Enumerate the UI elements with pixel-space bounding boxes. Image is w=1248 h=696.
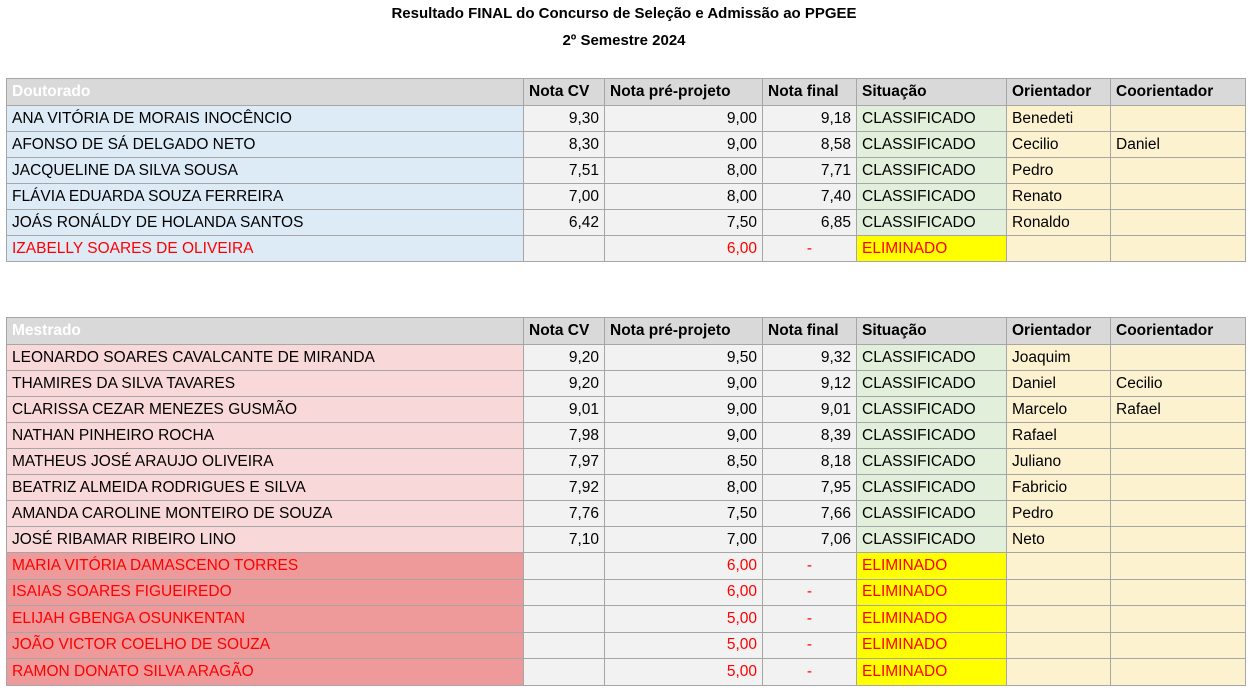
table-row — [7, 579, 1246, 606]
candidate-name-cell: RAMON DONATO SILVA ARAGÃO — [7, 659, 524, 686]
situacao-cell: CLASSIFICADO — [857, 475, 1007, 501]
section-label: Mestrado — [7, 318, 524, 345]
nota-pre-projeto-cell: 6,00 — [605, 236, 763, 262]
nota-pre-projeto-cell: 9,00 — [605, 106, 763, 132]
situacao-cell: CLASSIFICADO — [857, 423, 1007, 449]
situacao-cell: CLASSIFICADO — [857, 132, 1007, 158]
nota-final-cell: - — [763, 236, 857, 262]
table-row — [7, 158, 1246, 184]
candidate-name-cell: THAMIRES DA SILVA TAVARES — [7, 371, 524, 397]
column-header: Nota final — [763, 79, 857, 106]
situacao-cell: CLASSIFICADO — [857, 158, 1007, 184]
page-title: Resultado FINAL do Concurso de Seleção e Admissão ao PPGEE — [391, 5, 857, 22]
column-header: Coorientador — [1111, 79, 1246, 106]
nota-cv-cell: 9,20 — [524, 345, 605, 371]
orientador-cell: Marcelo — [1007, 397, 1111, 423]
coorientador-cell — [1111, 475, 1246, 501]
situacao-cell: ELIMINADO — [857, 606, 1007, 633]
candidate-name-cell: AMANDA CAROLINE MONTEIRO DE SOUZA — [7, 501, 524, 527]
orientador-cell: Juliano — [1007, 449, 1111, 475]
orientador-cell: Pedro — [1007, 158, 1111, 184]
candidate-name-cell: MATHEUS JOSÉ ARAUJO OLIVEIRA — [7, 449, 524, 475]
column-header: Nota CV — [524, 318, 605, 345]
coorientador-cell — [1111, 527, 1246, 553]
nota-final-cell: 8,18 — [763, 449, 857, 475]
situacao-cell: ELIMINADO — [857, 553, 1007, 580]
nota-pre-projeto-cell: 5,00 — [605, 659, 763, 686]
column-header: Orientador — [1007, 318, 1111, 345]
candidate-name-cell: NATHAN PINHEIRO ROCHA — [7, 423, 524, 449]
nota-pre-projeto-cell: 8,00 — [605, 158, 763, 184]
table-header-row — [7, 79, 1246, 106]
candidate-name-cell: FLÁVIA EDUARDA SOUZA FERREIRA — [7, 184, 524, 210]
nota-cv-cell: 7,97 — [524, 449, 605, 475]
candidate-name-cell: JOÃO VICTOR COELHO DE SOUZA — [7, 632, 524, 659]
coorientador-cell — [1111, 184, 1246, 210]
situacao-cell: ELIMINADO — [857, 659, 1007, 686]
nota-cv-cell — [524, 632, 605, 659]
nota-cv-cell: 9,01 — [524, 397, 605, 423]
orientador-cell — [1007, 553, 1111, 580]
nota-final-cell: 8,39 — [763, 423, 857, 449]
nota-cv-cell — [524, 659, 605, 686]
coorientador-cell — [1111, 423, 1246, 449]
coorientador-cell — [1111, 345, 1246, 371]
column-header: Nota final — [763, 318, 857, 345]
table-row — [7, 501, 1246, 527]
table-row — [7, 527, 1246, 553]
nota-final-cell: 8,58 — [763, 132, 857, 158]
nota-pre-projeto-cell: 9,00 — [605, 132, 763, 158]
situacao-cell: CLASSIFICADO — [857, 184, 1007, 210]
nota-final-cell: 9,32 — [763, 345, 857, 371]
coorientador-cell — [1111, 632, 1246, 659]
situacao-cell: CLASSIFICADO — [857, 106, 1007, 132]
coorientador-cell — [1111, 158, 1246, 184]
nota-pre-projeto-cell: 9,00 — [605, 423, 763, 449]
coorientador-cell — [1111, 553, 1246, 580]
table-row — [7, 659, 1246, 686]
candidate-name-cell: LEONARDO SOARES CAVALCANTE DE MIRANDA — [7, 345, 524, 371]
orientador-cell: Cecilio — [1007, 132, 1111, 158]
coorientador-cell: Rafael — [1111, 397, 1246, 423]
table-row — [7, 210, 1246, 236]
nota-final-cell: - — [763, 553, 857, 580]
coorientador-cell — [1111, 606, 1246, 633]
nota-pre-projeto-cell: 6,00 — [605, 579, 763, 606]
column-header: Nota pré-projeto — [605, 318, 763, 345]
coorientador-cell — [1111, 659, 1246, 686]
coorientador-cell — [1111, 501, 1246, 527]
situacao-cell: CLASSIFICADO — [857, 449, 1007, 475]
nota-final-cell: 9,18 — [763, 106, 857, 132]
orientador-cell — [1007, 579, 1111, 606]
nota-pre-projeto-cell: 8,00 — [605, 184, 763, 210]
nota-final-cell: 9,12 — [763, 371, 857, 397]
nota-final-cell: - — [763, 632, 857, 659]
nota-final-cell: 7,66 — [763, 501, 857, 527]
nota-cv-cell — [524, 553, 605, 580]
candidate-name-cell: AFONSO DE SÁ DELGADO NETO — [7, 132, 524, 158]
orientador-cell — [1007, 659, 1111, 686]
orientador-cell: Daniel — [1007, 371, 1111, 397]
nota-pre-projeto-cell: 5,00 — [605, 632, 763, 659]
coorientador-cell — [1111, 106, 1246, 132]
nota-cv-cell: 8,30 — [524, 132, 605, 158]
situacao-cell: CLASSIFICADO — [857, 501, 1007, 527]
situacao-cell: CLASSIFICADO — [857, 210, 1007, 236]
table-row — [7, 632, 1246, 659]
nota-pre-projeto-cell: 8,50 — [605, 449, 763, 475]
nota-pre-projeto-cell: 9,00 — [605, 371, 763, 397]
candidate-name-cell: ANA VITÓRIA DE MORAIS INOCÊNCIO — [7, 106, 524, 132]
nota-cv-cell — [524, 606, 605, 633]
table-row — [7, 184, 1246, 210]
table-row — [7, 449, 1246, 475]
situacao-cell: CLASSIFICADO — [857, 345, 1007, 371]
nota-cv-cell: 9,20 — [524, 371, 605, 397]
column-header: Orientador — [1007, 79, 1111, 106]
candidate-name-cell: BEATRIZ ALMEIDA RODRIGUES E SILVA — [7, 475, 524, 501]
coorientador-cell — [1111, 579, 1246, 606]
nota-pre-projeto-cell: 6,00 — [605, 553, 763, 580]
situacao-cell: ELIMINADO — [857, 236, 1007, 262]
nota-final-cell: - — [763, 659, 857, 686]
table-body — [7, 345, 1246, 686]
column-header: Coorientador — [1111, 318, 1246, 345]
orientador-cell — [1007, 606, 1111, 633]
column-header: Nota pré-projeto — [605, 79, 763, 106]
column-header: Situação — [857, 318, 1007, 345]
nota-pre-projeto-cell: 7,50 — [605, 210, 763, 236]
candidate-name-cell: JOSÉ RIBAMAR RIBEIRO LINO — [7, 527, 524, 553]
column-header: Nota CV — [524, 79, 605, 106]
table-row — [7, 553, 1246, 580]
page-subtitle: 2º Semestre 2024 — [562, 32, 686, 49]
table-row — [7, 397, 1246, 423]
nota-cv-cell: 7,00 — [524, 184, 605, 210]
table-header-row — [7, 318, 1246, 345]
situacao-cell: CLASSIFICADO — [857, 371, 1007, 397]
nota-cv-cell: 7,92 — [524, 475, 605, 501]
candidate-name-cell: JOÁS RONÁLDY DE HOLANDA SANTOS — [7, 210, 524, 236]
nota-cv-cell: 7,51 — [524, 158, 605, 184]
nota-cv-cell: 6,42 — [524, 210, 605, 236]
nota-cv-cell: 7,76 — [524, 501, 605, 527]
nota-pre-projeto-cell: 9,50 — [605, 345, 763, 371]
coorientador-cell: Daniel — [1111, 132, 1246, 158]
table-row — [7, 132, 1246, 158]
table-row — [7, 475, 1246, 501]
nota-final-cell: 7,95 — [763, 475, 857, 501]
nota-pre-projeto-cell: 5,00 — [605, 606, 763, 633]
section-label: Doutorado — [7, 79, 524, 106]
coorientador-cell: Cecilio — [1111, 371, 1246, 397]
nota-cv-cell: 7,10 — [524, 527, 605, 553]
candidate-name-cell: JACQUELINE DA SILVA SOUSA — [7, 158, 524, 184]
orientador-cell: Pedro — [1007, 501, 1111, 527]
column-header: Situação — [857, 79, 1007, 106]
nota-cv-cell: 7,98 — [524, 423, 605, 449]
nota-final-cell: 6,85 — [763, 210, 857, 236]
situacao-cell: CLASSIFICADO — [857, 397, 1007, 423]
orientador-cell — [1007, 236, 1111, 262]
candidate-name-cell: CLARISSA CEZAR MENEZES GUSMÃO — [7, 397, 524, 423]
table-row — [7, 606, 1246, 633]
mestrado-table — [6, 317, 1246, 686]
nota-cv-cell — [524, 579, 605, 606]
coorientador-cell — [1111, 236, 1246, 262]
orientador-cell: Ronaldo — [1007, 210, 1111, 236]
coorientador-cell — [1111, 449, 1246, 475]
table-body — [7, 106, 1246, 262]
situacao-cell: ELIMINADO — [857, 632, 1007, 659]
nota-final-cell: 7,40 — [763, 184, 857, 210]
nota-final-cell: - — [763, 606, 857, 633]
orientador-cell: Fabricio — [1007, 475, 1111, 501]
nota-cv-cell: 9,30 — [524, 106, 605, 132]
nota-final-cell: 7,71 — [763, 158, 857, 184]
nota-pre-projeto-cell: 9,00 — [605, 397, 763, 423]
nota-pre-projeto-cell: 8,00 — [605, 475, 763, 501]
table-row — [7, 345, 1246, 371]
candidate-name-cell: ISAIAS SOARES FIGUEIREDO — [7, 579, 524, 606]
coorientador-cell — [1111, 210, 1246, 236]
table-row — [7, 371, 1246, 397]
orientador-cell: Joaquim — [1007, 345, 1111, 371]
doutorado-table — [6, 78, 1246, 262]
nota-final-cell: 9,01 — [763, 397, 857, 423]
orientador-cell — [1007, 632, 1111, 659]
table-row — [7, 106, 1246, 132]
table-row — [7, 236, 1246, 262]
situacao-cell: ELIMINADO — [857, 579, 1007, 606]
situacao-cell: CLASSIFICADO — [857, 527, 1007, 553]
table-row — [7, 423, 1246, 449]
orientador-cell: Renato — [1007, 184, 1111, 210]
candidate-name-cell: MARIA VITÓRIA DAMASCENO TORRES — [7, 553, 524, 580]
nota-pre-projeto-cell: 7,00 — [605, 527, 763, 553]
candidate-name-cell: ELIJAH GBENGA OSUNKENTAN — [7, 606, 524, 633]
nota-final-cell: 7,06 — [763, 527, 857, 553]
nota-cv-cell — [524, 236, 605, 262]
nota-final-cell: - — [763, 579, 857, 606]
nota-pre-projeto-cell: 7,50 — [605, 501, 763, 527]
candidate-name-cell: IZABELLY SOARES DE OLIVEIRA — [7, 236, 524, 262]
orientador-cell: Benedeti — [1007, 106, 1111, 132]
orientador-cell: Neto — [1007, 527, 1111, 553]
orientador-cell: Rafael — [1007, 423, 1111, 449]
